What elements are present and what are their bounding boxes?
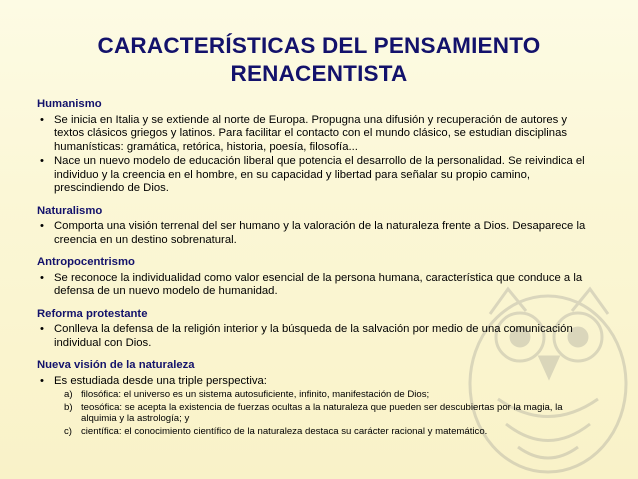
slide-content — [37, 98, 597, 446]
bullet-text: Nace un nuevo modelo de educación liberal que potencia el desarrollo de la personalidad. Se reivindica el individuo y la creencia en el hombre, en su capacidad y libertad para señalar su propio camino, prescindiendo de Dios. — [54, 155, 585, 194]
bullet-icon: • — [40, 155, 44, 167]
section-heading: Reforma protestante — [37, 307, 148, 320]
sub-item-text: científica: el conocimiento científico de la naturaleza destaca su carácter racional y matemático. — [81, 425, 488, 437]
bullet-icon: • — [40, 374, 44, 387]
bullet-item — [37, 272, 597, 299]
sub-item-letter: b) — [64, 401, 73, 413]
bullet-item — [37, 375, 597, 389]
sub-item-letter: c) — [64, 425, 72, 437]
sub-item — [37, 426, 597, 438]
bullet-icon: • — [40, 113, 44, 126]
slide-title — [0, 32, 638, 88]
bullet-text: Comporta una visión terrenal del ser humano y la valoración de la naturaleza frente a Dios. Desaparece la creencia en un destino sobrenatural. — [54, 220, 586, 246]
sub-item — [37, 389, 597, 401]
bullet-text: Es estudiada desde una triple perspectiva: — [54, 374, 267, 387]
bullet-text: Se inicia en Italia y se extiende al norte de Europa. Propugna una difusión y recuperación de autores y textos clásicos griegos y latinos. Para facilitar el contacto con el mundo clásico, se estudian disciplinas humanísticas: gramática, retórica, historia, poesía, filosofía... — [54, 113, 568, 153]
section-antropocentrismo — [37, 256, 597, 299]
section-nueva-vision-naturaleza — [37, 359, 597, 437]
section-heading: Naturalismo — [37, 204, 103, 217]
section-naturalismo — [37, 205, 597, 248]
sub-item — [37, 402, 597, 425]
sub-item-letter: a) — [64, 389, 73, 400]
bullet-icon: • — [40, 271, 44, 284]
bullet-item — [37, 155, 597, 196]
section-humanismo — [37, 98, 597, 196]
section-reforma-protestante — [37, 308, 597, 351]
section-heading: Antropocentrismo — [37, 256, 135, 268]
slide-title-line-2: RENACENTISTA — [230, 61, 408, 86]
sub-item-text: teosófica: se acepta la existencia de fuerzas ocultas a la naturaleza que pueden ser descubiertas por la magia, la alquimia y la astrología; y — [81, 401, 563, 424]
bullet-item — [37, 220, 597, 247]
bullet-icon: • — [40, 323, 44, 335]
bullet-icon: • — [40, 220, 44, 232]
slide-title-line-1: CARACTERÍSTICAS DEL PENSAMIENTO — [97, 33, 541, 58]
bullet-text: Conlleva la defensa de la religión interior y la búsqueda de la salvación por medio de una comunicación individual con Dios. — [54, 323, 573, 349]
sub-item-text: filosófica: el universo es un sistema autosuficiente, infinito, manifestación de Dios; — [81, 389, 430, 400]
bullet-item — [37, 114, 597, 155]
section-heading: Humanismo — [37, 98, 102, 110]
bullet-item — [37, 323, 597, 350]
bullet-text: Se reconoce la individualidad como valor esencial de la persona humana, característica que conduce a la defensa de un nuevo modelo de humanidad. — [54, 271, 583, 297]
section-heading: Nueva visión de la naturaleza — [37, 359, 195, 371]
